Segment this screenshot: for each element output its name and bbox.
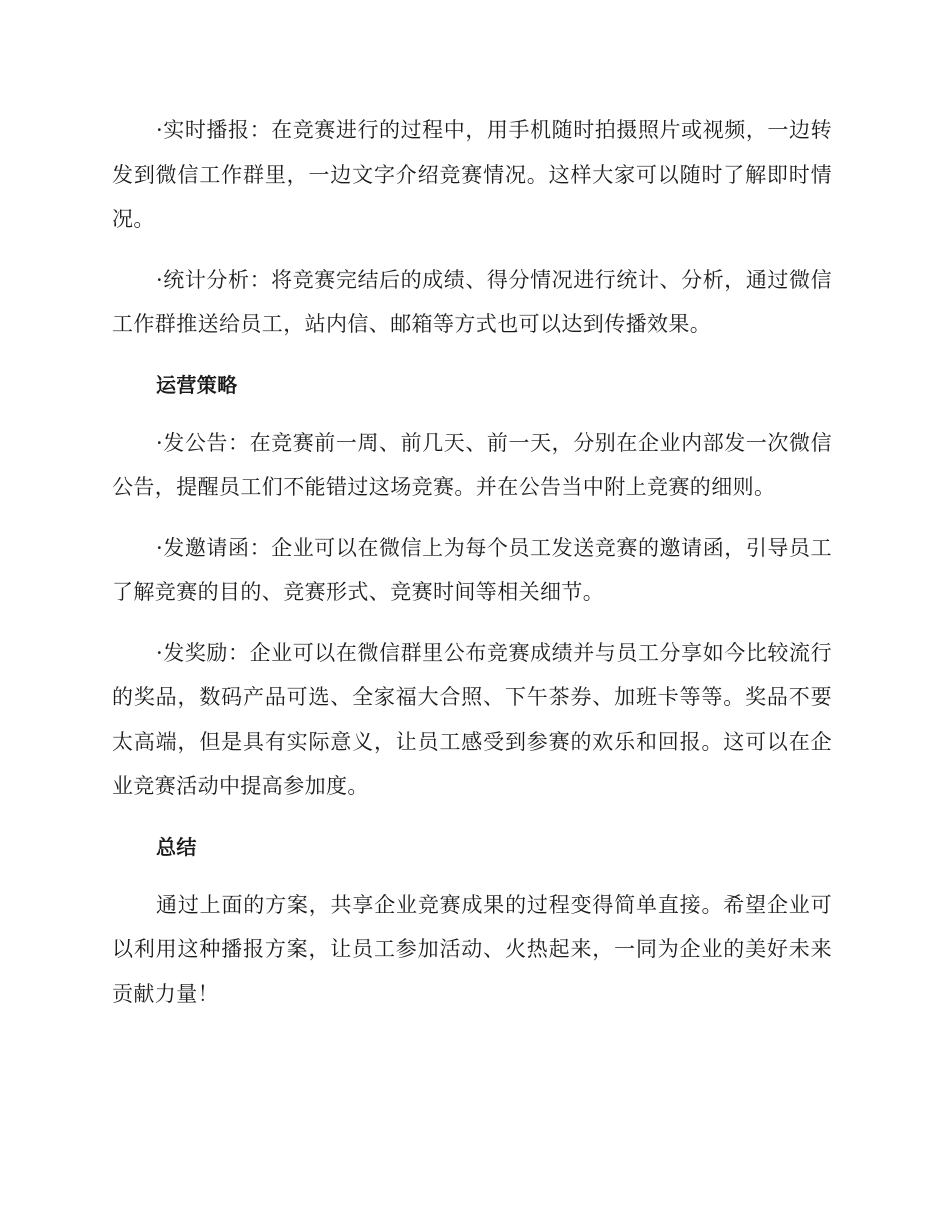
paragraph-conclusion: 通过上面的方案，共享企业竞赛成果的过程变得简单直接。希望企业可以利用这种播报方案，让员工参加活动、火热起来，一同为企业的美好未来贡献力量！ [112, 892, 832, 1006]
heading-operation-strategy: 运营策略 [156, 372, 238, 397]
paragraph-rewards: ·发奖励：企业可以在微信群里公布竞赛成绩并与员工分享如今比较流行的奖品，数码产品可选、全家福大合照、下午茶券、加班卡等等。奖品不要太高端，但是具有实际意义，让员工感受到参赛的欢乐和回报。这可以在企业竞赛活动中提高参加度。 [112, 640, 832, 798]
heading-summary: 总结 [156, 834, 197, 859]
paragraph-invitation: ·发邀请函：企业可以在微信上为每个员工发送竞赛的邀请函，引导员工了解竞赛的目的、竞赛形式、竞赛时间等相关细节。 [112, 535, 832, 604]
paragraph-announcement: ·发公告：在竞赛前一周、前几天、前一天，分别在企业内部发一次微信公告，提醒员工们不能错过这场竞赛。并在公告当中附上竞赛的细则。 [112, 430, 832, 499]
paragraph-statistics: ·统计分析：将竞赛完结后的成绩、得分情况进行统计、分析，通过微信工作群推送给员工，站内信、邮箱等方式也可以达到传播效果。 [112, 267, 832, 336]
paragraph-live-broadcast: ·实时播报：在竞赛进行的过程中，用手机随时拍摄照片或视频，一边转发到微信工作群里，一边文字介绍竞赛情况。这样大家可以随时了解即时情况。 [112, 118, 832, 231]
document-body [112, 108, 832, 1032]
